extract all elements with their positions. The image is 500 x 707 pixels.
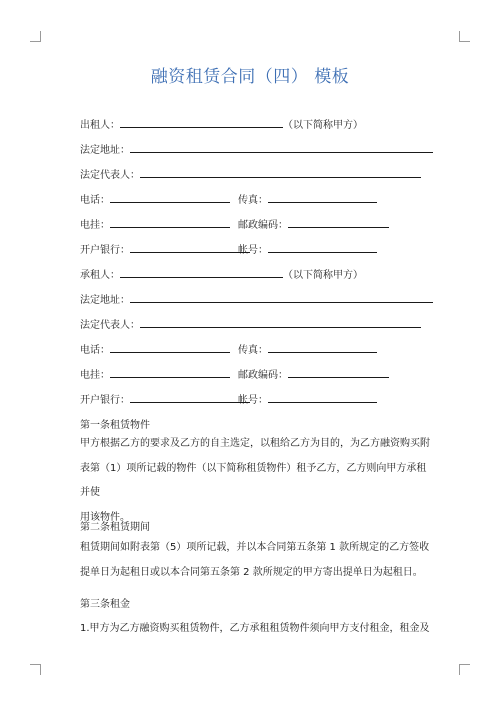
lessor-account-label: 帐号： <box>238 245 268 256</box>
lessor-address-label: 法定地址： <box>80 145 130 156</box>
lessor-phone-blank[interactable] <box>110 191 230 203</box>
lessor-postcode-line <box>238 216 389 233</box>
lessee-address-line <box>80 291 433 308</box>
lessor-fax-line <box>238 191 377 208</box>
lessee-account-blank[interactable] <box>268 391 377 403</box>
section-2-line-2: 提单日为起租日或以本合同第五条第 2 款所规定的甲方寄出提单日为起租日。 <box>80 566 423 578</box>
section-2-body <box>80 536 430 585</box>
lessor-bank-line <box>80 241 250 258</box>
section-3-line-1: 1.甲方为乙方融资购买租赁物件，乙方承租租赁物件须向甲方支付租金，租金及 <box>80 623 430 634</box>
lessor-bank-blank[interactable] <box>130 241 250 253</box>
lessee-account-label: 帐号： <box>238 395 268 406</box>
lessor-bank-label: 开户银行： <box>80 245 130 256</box>
lessee-name-line <box>80 266 363 283</box>
crop-mark-top-right <box>459 31 470 42</box>
lessor-telex-line <box>80 216 230 233</box>
lessor-telex-blank[interactable] <box>110 216 230 228</box>
crop-mark-top-left <box>30 31 41 42</box>
section-1-line-1: 甲方根据乙方的要求及乙方的自主选定，以租给乙方为目的，为乙方融资购买附 <box>80 438 430 449</box>
lessee-bank-blank[interactable] <box>130 391 250 403</box>
lessor-name-suffix: （以下简称甲方） <box>283 120 363 131</box>
lessor-telex-label: 电挂： <box>80 220 110 231</box>
lessee-fax-label: 传真： <box>238 345 268 356</box>
lessee-postcode-label: 邮政编码： <box>238 370 288 381</box>
lessor-address-line <box>80 141 433 158</box>
lessor-rep-blank[interactable] <box>140 166 421 178</box>
section-3-body <box>80 617 430 642</box>
lessor-phone-line <box>80 191 230 208</box>
lessee-fax-line <box>238 341 377 358</box>
lessee-rep-blank[interactable] <box>140 316 421 328</box>
lessee-phone-blank[interactable] <box>110 341 230 353</box>
lessee-bank-label: 开户银行： <box>80 395 130 406</box>
lessee-telex-label: 电挂： <box>80 370 110 381</box>
lessee-address-label: 法定地址： <box>80 295 130 306</box>
lessee-postcode-blank[interactable] <box>288 366 389 378</box>
lessee-phone-label: 电话： <box>80 345 110 356</box>
lessee-name-suffix: （以下简称甲方） <box>283 270 363 281</box>
lessee-postcode-line <box>238 366 389 383</box>
lessee-account-line <box>238 391 377 408</box>
lessor-name-label: 出租人： <box>80 120 120 131</box>
lessee-phone-line <box>80 341 230 358</box>
lessor-address-blank[interactable] <box>130 141 433 153</box>
section-2-line-1: 租赁期间如附表第（5）项所记载，并以本合同第五条第 1 款所规定的乙方签收 <box>80 542 430 553</box>
lessee-telex-line <box>80 366 230 383</box>
lessor-postcode-label: 邮政编码： <box>238 220 288 231</box>
lessor-fax-blank[interactable] <box>268 191 377 203</box>
lessee-rep-label: 法定代表人： <box>80 320 140 331</box>
section-1-heading: 第一条租赁物件 <box>80 420 150 431</box>
crop-mark-bottom-right <box>459 664 470 675</box>
lessor-rep-line <box>80 166 421 183</box>
lessee-telex-blank[interactable] <box>110 366 230 378</box>
crop-mark-bottom-left <box>30 664 41 675</box>
lessor-postcode-blank[interactable] <box>288 216 389 228</box>
section-1-body <box>80 432 430 530</box>
lessee-name-label: 承租人： <box>80 270 120 281</box>
lessor-name-blank[interactable] <box>120 116 283 128</box>
document-title: 融资租赁合同（四） 模板 <box>150 67 350 87</box>
lessor-rep-label: 法定代表人： <box>80 170 140 181</box>
lessee-name-blank[interactable] <box>120 266 283 278</box>
lessor-account-blank[interactable] <box>268 241 377 253</box>
lessee-address-blank[interactable] <box>130 291 433 303</box>
lessor-phone-label: 电话： <box>80 195 110 206</box>
lessor-name-line <box>80 116 363 133</box>
section-2-heading: 第二条租赁期间 <box>80 522 150 533</box>
lessee-rep-line <box>80 316 421 333</box>
lessee-bank-line <box>80 391 250 408</box>
section-1-line-2: 表第（1）项所记载的物件（以下简称租赁物件）租予乙方，乙方则向甲方承租并使 <box>80 462 427 498</box>
lessor-account-line <box>238 241 377 258</box>
lessor-fax-label: 传真： <box>238 195 268 206</box>
section-1-line-3: 用该物件。 <box>80 511 130 523</box>
lessee-fax-blank[interactable] <box>268 341 377 353</box>
section-3-heading: 第三条租金 <box>80 599 130 610</box>
